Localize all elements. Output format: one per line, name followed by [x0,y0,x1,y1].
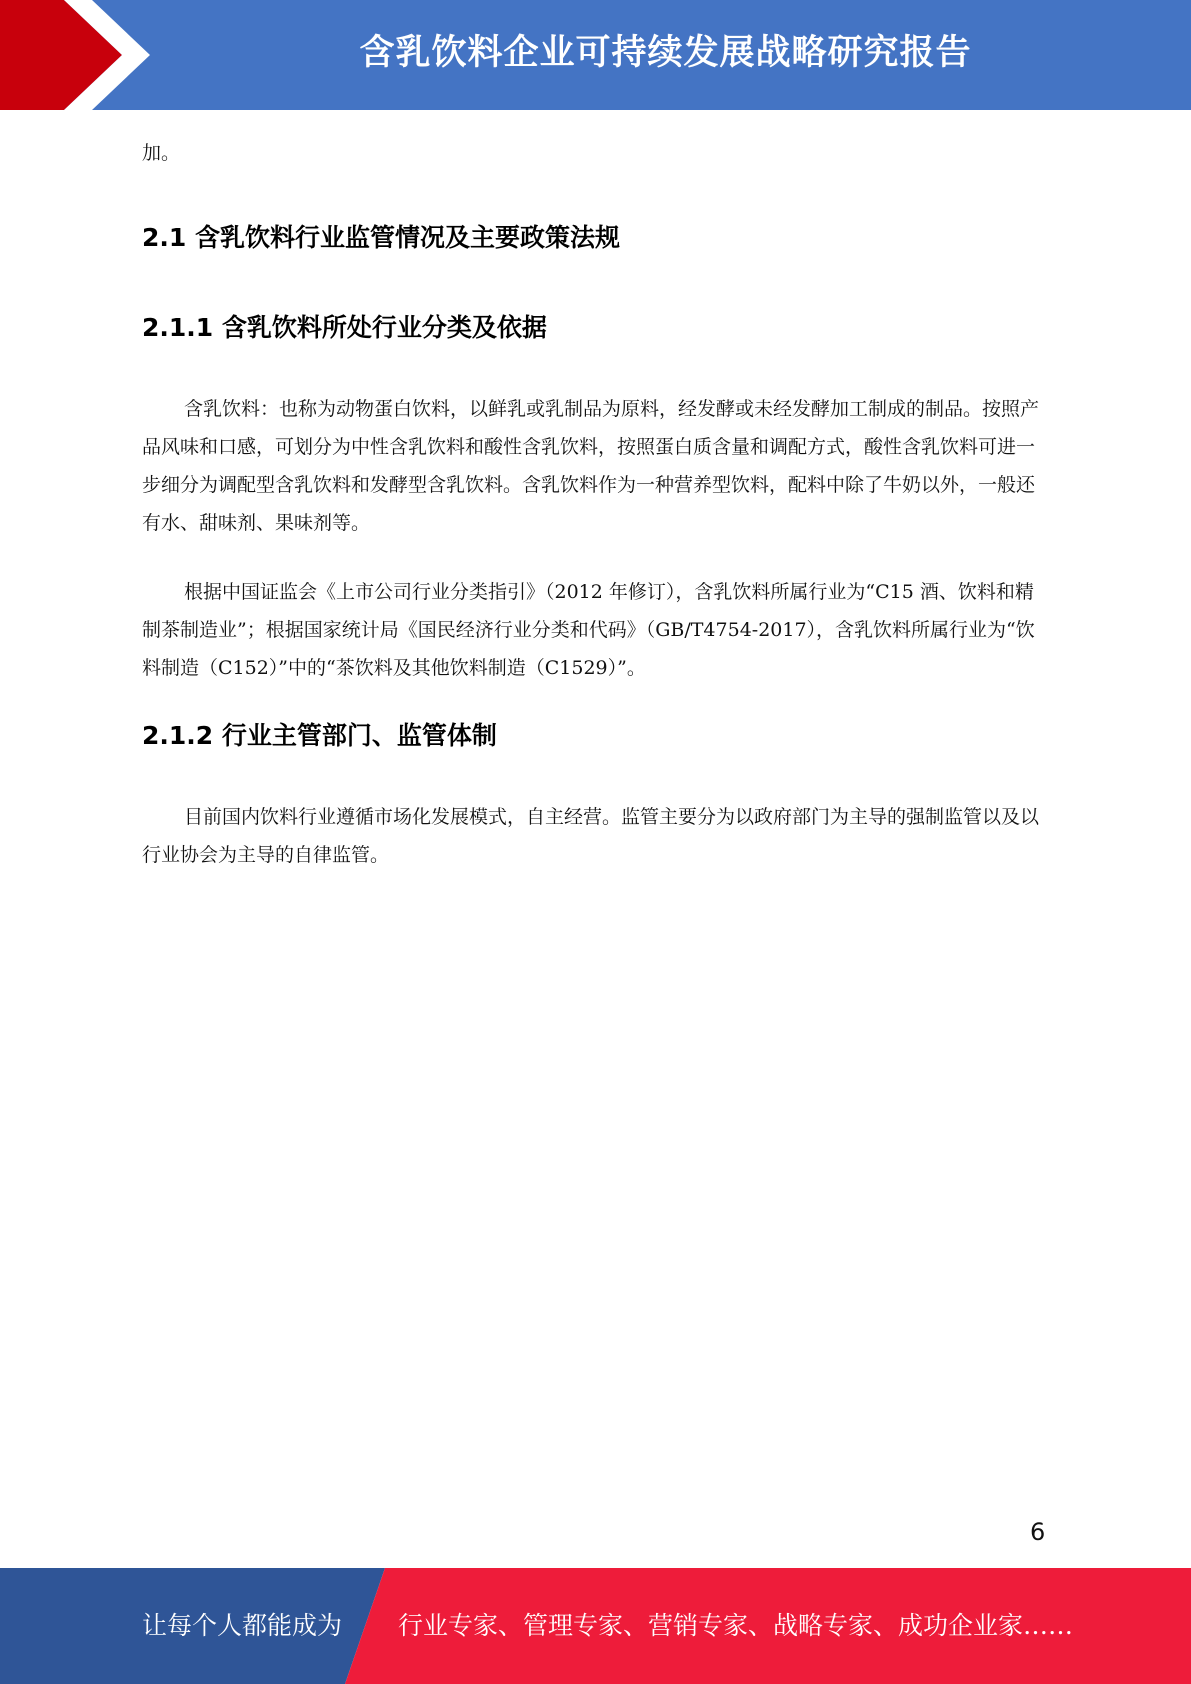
section-2-1-block [142,218,1047,254]
footer-banner [0,1568,1191,1684]
report-title: 含乳饮料企业可持续发展战略研究报告 [359,33,972,73]
paragraph-classification: 根据中国证监会《上市公司行业分类指引》（2012 年修订），含乳饮料所属行业为“C15 酒、饮料和精制茶制造业”；根据国家统计局《国民经济行业分类和代码》（GB/T4754-2017），含乳饮料所属行业为“饮料制造（C152）”中的“茶饮料及其他饮料制造（C1529）”。 [142,581,1035,679]
section-2-1-2-block [142,716,1047,752]
carryover-text-block [142,134,1047,172]
section-heading-2-1-2: 2.1.2 行业主管部门、监管体制 [142,721,497,750]
paragraph-2-block [142,573,1047,687]
paragraph-1-block [142,390,1047,542]
footer-slogan-right: 行业专家、管理专家、营销专家、战略专家、成功企业家…… [398,1611,1074,1640]
section-heading-2-1: 2.1 含乳饮料行业监管情况及主要政策法规 [142,223,620,252]
header-banner [0,0,1191,110]
header-chevron-decoration [0,0,160,110]
paragraph-regulation: 目前国内饮料行业遵循市场化发展模式，自主经营。监管主要分为以政府部门为主导的强制监管以及以行业协会为主导的自律监管。 [142,806,1040,866]
paragraph-definition: 含乳饮料：也称为动物蛋白饮料，以鲜乳或乳制品为原料，经发酵或未经发酵加工制成的制品。按照产品风味和口感，可划分为中性含乳饮料和酸性含乳饮料，按照蛋白质含量和调配方式，酸性含乳饮料可进一步细分为调配型含乳饮料和发酵型含乳饮料。含乳饮料作为一种营养型饮料，配料中除了牛奶以外，一般还有水、甜味剂、果味剂等。 [142,398,1040,534]
section-2-1-1-block [142,308,1047,344]
carryover-text: 加。 [142,142,181,164]
section-heading-2-1-1: 2.1.1 含乳饮料所处行业分类及依据 [142,313,547,342]
footer-slogan-left: 让每个人都能成为 [142,1611,343,1640]
paragraph-3-block [142,798,1047,874]
page-number: 6 [1030,1518,1046,1546]
